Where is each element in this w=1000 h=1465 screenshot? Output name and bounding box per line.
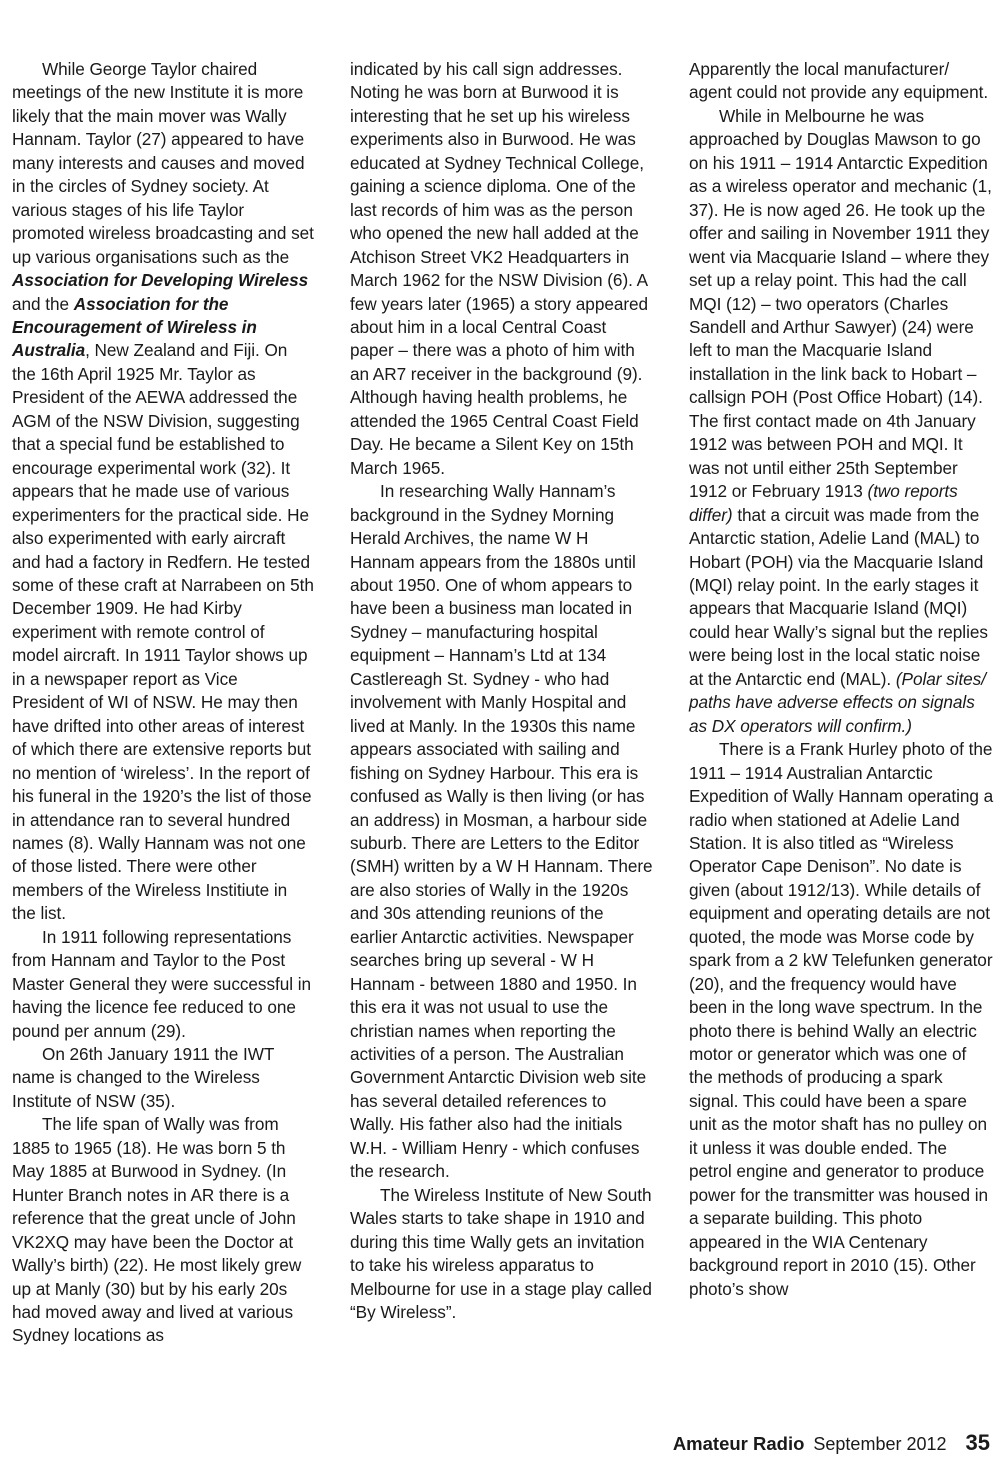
body-text: , New Zealand and Fiji. On the 16th April 1925 Mr. Taylor as President of the AEWA addressed the AGM of the NSW Division, suggesting that a special fund be established to encourage experimental work (32). It appears that he made use of various experimenters for the practical side. He also experimented with early aircraft and had a factory in Redfern. He tested some of these craft at Narrabeen on 5th December 1909. He had Kirby experiment with remote control of model aircraft. In 1911 Taylor shows up in a newspaper report as Vice President of WI of NSW. He may then have drifted into other areas of interest of which there are extensive reports but no mention of ‘wireless’. In the report of his funeral in the 1920’s the list of those in attendance ran to several hundred names (8). Wally Hannam was not one of those listed. There were other members of the Wireless Institiute in the list. bbox=[12, 340, 314, 924]
paragraph bbox=[689, 105, 994, 738]
organisation-name: Association for Developing Wireless bbox=[12, 270, 309, 291]
body-text: While George Taylor chaired meetings of the new Institute it is more likely that the main mover was Wally Hannam. Taylor (27) appeared to have many interests and causes and moved in the circles of Sydney society. At various stages of his life Taylor promoted wireless broadcasting and set up various organisations such as the bbox=[12, 59, 314, 267]
italic-note: (two reports differ) bbox=[689, 481, 958, 525]
body-text: that a circuit was made from the Antarctic station, Adelie Land (MAL) to Hobart (POH) via the Macquarie Island (MQI) relay point. In the early stages it appears that Macquarie Island (MQI) could hear Wally’s signal but the replies were being lost in the local static noise at the Antarctic end (MAL). bbox=[689, 504, 988, 689]
issue-date: September 2012 bbox=[813, 1434, 947, 1454]
paragraph: On 26th January 1911 the IWT name is changed to the Wireless Institute of NSW (35). bbox=[12, 1044, 275, 1111]
article-column-3 bbox=[689, 58, 994, 1301]
page-footer bbox=[673, 1429, 990, 1458]
paragraph bbox=[12, 58, 314, 926]
body-text: and the bbox=[12, 293, 74, 314]
paragraph: There is a Frank Hurley photo of the 1911 – 1914 Australian Antarctic Expedition of Wally Hannam operating a radio when stationed at Adelie Land Station. It is also titled as “Wireless Operator Cape Denison”. No date is given (about 1912/13). While details of equipment and operating details are not quoted, the mode was Morse code by spark from a 2 kW Telefunken generator (20), and the frequency would have been in the long wave spectrum. In the photo there is behind Wally an electric motor or generator which was one of the methods of producing a spark signal. This could have been a spare unit as the motor shaft has no pulley on it unless it was double ended. The petrol engine and generator to produce power for the transmitter was housed in a separate building. This photo appeared in the WIA Centenary background report in 2010 (15). Other photo’s show bbox=[689, 739, 994, 1299]
paragraph: indicated by his call sign addresses. Noting he was born at Burwood it is interesting that he set up his wireless experiments also in Burwood. He was educated at Sydney Technical College, gaining a science diploma. One of the last records of him was as the person who opened the new hall added at the Atchison Street VK2 Headquarters in March 1962 for the NSW Division (6). A few years later (1965) a story appeared about him in a local Central Coast paper – there was a photo of him with an AR7 receiver in the background (9). Although having health problems, he attended the 1965 Central Coast Field Day. He became a Silent Key on 15th March 1965. bbox=[350, 59, 649, 478]
page-number: 35 bbox=[965, 1430, 990, 1455]
publication-name: Amateur Radio bbox=[672, 1433, 805, 1454]
paragraph: In 1911 following representations from Hannam and Taylor to the Post Master General they were successful in having the licence fee reduced to one pound per annum (29). bbox=[12, 926, 312, 1041]
paragraph: In researching Wally Hannam’s background in the Sydney Morning Herald Archives, the name W H Hannam appears from the 1880s until about 1950. One of whom appears to have been a business man located in Sydney – manufacturing hospital equipment – Hannam’s Ltd at 134 Castlereagh St. Sydney - who had involvement with Manly Hospital and lived at Manly. In the 1930s this name appears associated with sailing and fishing on Sydney Harbour. This era is confused as Wally is then living (or has an address) in Mosman, a harbour side suburb. There are Letters to the Editor (SMH) written by a W H Hannam. There are also stories of Wally in the 1920s and 30s attending reunions of the earlier Antarctic activities. Newspaper searches bring up several - W H Hannam - between 1880 and 1950. In this era it was not usual to use the christian names when reporting the activities of a person. The Australian Government Antarctic Division web site has several detailed references to Wally. His father also had the initials W.H. - William Henry - which confuses the research. bbox=[350, 481, 653, 1182]
paragraph: The Wireless Institute of New South Wales starts to take shape in 1910 and during this time Wally gets an invitation to take his wireless apparatus to Melbourne for use in a stage play called “By Wireless”. bbox=[350, 1184, 652, 1323]
article-column-1 bbox=[12, 58, 314, 1348]
paragraph: The life span of Wally was from 1885 to 1965 (18). He was born 5 th May 1885 at Burwood in Sydney. (In Hunter Branch notes in AR there is a reference that the great uncle of John VK2XQ may have been the Doctor at Wally’s birth) (22). He most likely grew up at Manly (30) but by his early 20s had moved away and lived at various Sydney locations as bbox=[12, 1114, 302, 1346]
article-column-2 bbox=[350, 58, 653, 1324]
body-text: While in Melbourne he was approached by Douglas Mawson to go on his 1911 – 1914 Antarctic Expedition as a wireless operator and mechanic (1, 37). He is now aged 26. He took up the offer and sailing in November 1911 they went via Macquarie Island – where they set up a relay point. This had the call MQI (12) – two operators (Charles Sandell and Arthur Sawyer) (24) were left to man the Macquarie Island installation in the link back to Hobart – callsign POH (Post Office Hobart) (14). The first contact made on 4th January 1912 was between POH and MQI. It was not until either 25th September 1912 or February 1913 bbox=[689, 105, 992, 502]
italic-note: (Polar sites/ paths have adverse effects on signals as DX operators will confirm.) bbox=[689, 668, 986, 736]
paragraph: Apparently the local manufacturer/ agent could not provide any equipment. bbox=[689, 59, 989, 103]
organisation-name: Association for the Encouragement of Wireless in Australia bbox=[12, 293, 257, 361]
